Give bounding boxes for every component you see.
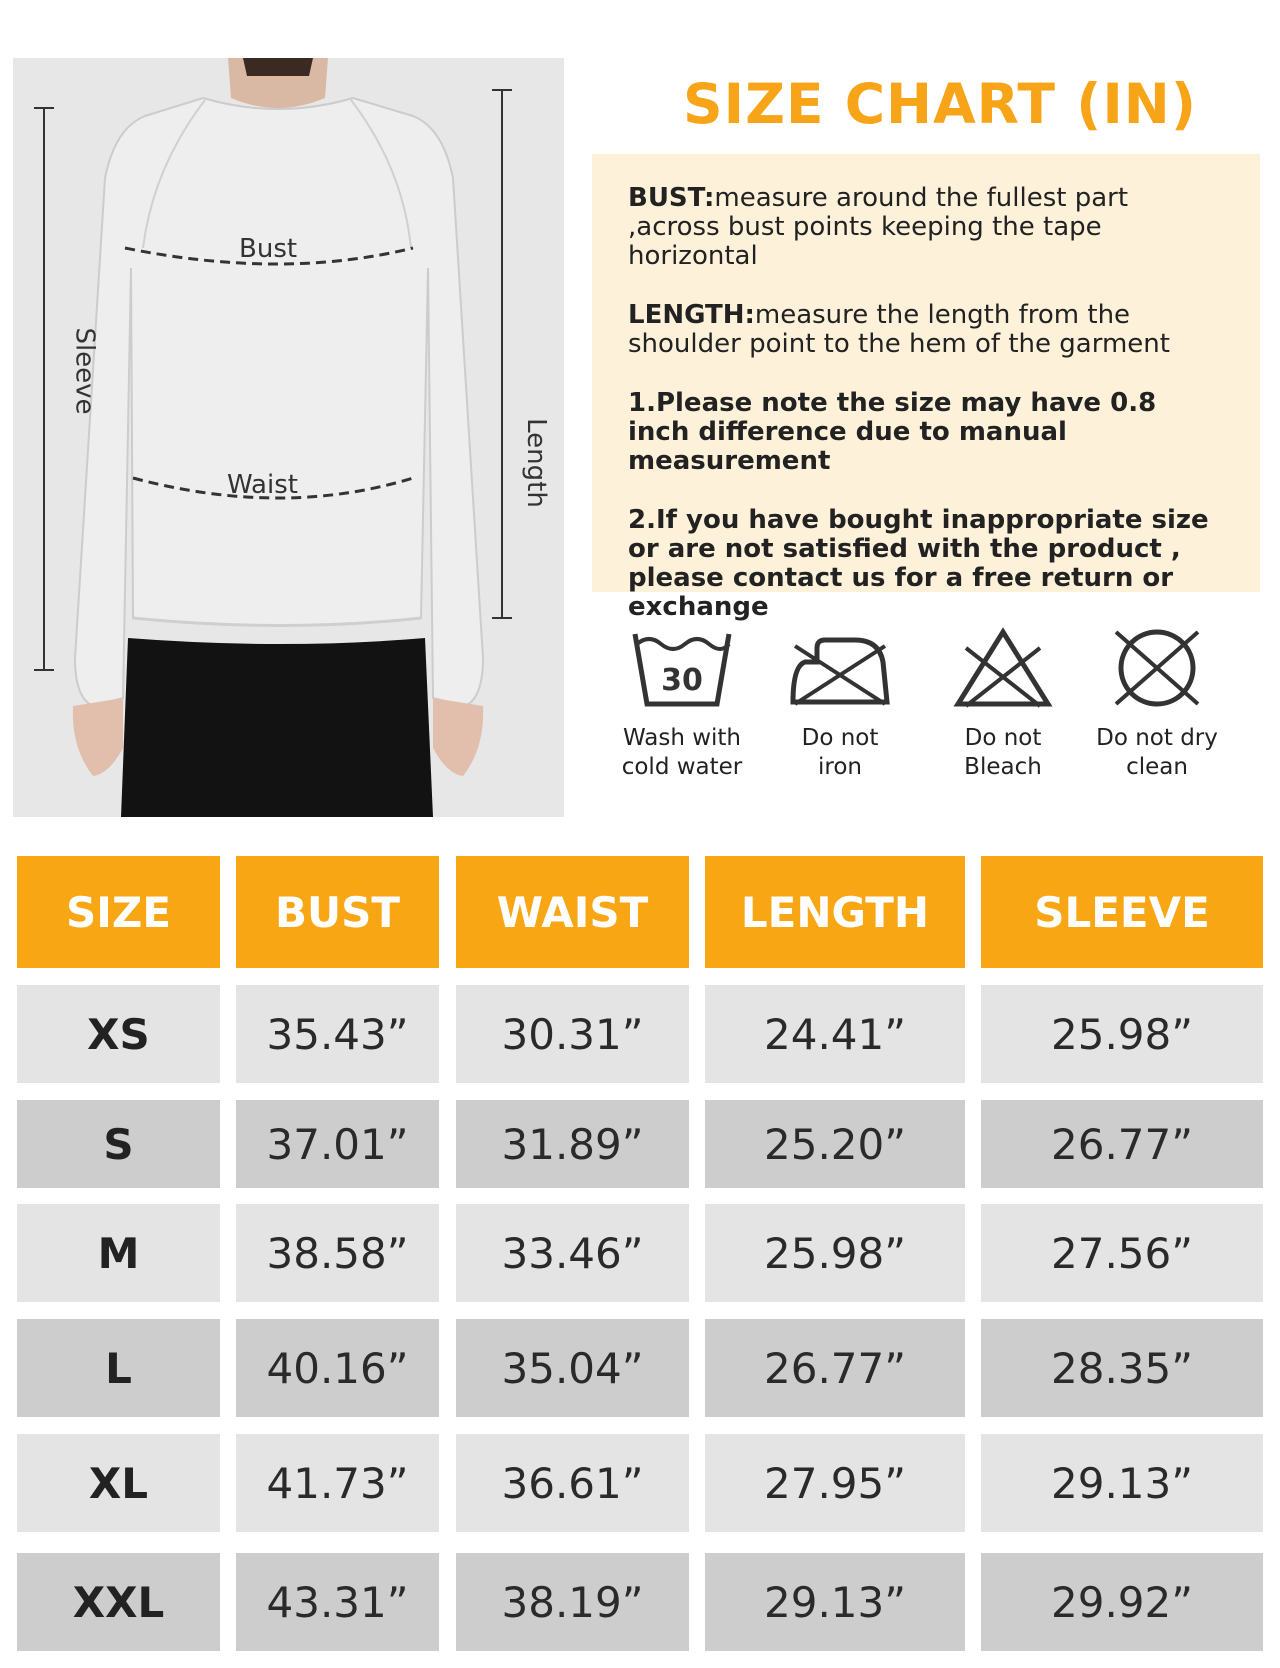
size-chart-title: SIZE CHART (IN) xyxy=(683,72,1197,136)
table-cell-sleeve: 27.56” xyxy=(981,1204,1263,1302)
length-label: Length xyxy=(520,418,551,508)
note-measurement: 1.Please note the size may have 0.8 inch difference due to manual measurement xyxy=(628,388,1157,476)
table-cell-bust: 37.01” xyxy=(236,1100,439,1188)
sleeve-label: Sleeve xyxy=(69,327,100,415)
length-instruction: LENGTH:measure the length from the shoulder point to the hem of the garment xyxy=(628,300,1170,359)
table-cell-length: 25.20” xyxy=(705,1100,965,1188)
table-cell-length: 24.41” xyxy=(705,985,965,1083)
care-iron-line2: iron xyxy=(818,754,862,780)
do-not-iron-icon xyxy=(785,626,895,710)
wash-temperature: 30 xyxy=(661,663,703,698)
header-length: LENGTH xyxy=(705,856,965,968)
bust-label: Bust xyxy=(239,234,298,264)
care-bleach xyxy=(928,626,1078,782)
header-sleeve: SLEEVE xyxy=(981,856,1263,968)
table-cell-length: 25.98” xyxy=(705,1204,965,1302)
table-cell-sleeve: 29.92” xyxy=(981,1553,1263,1651)
table-cell-waist: 33.46” xyxy=(456,1204,689,1302)
table-cell-waist: 35.04” xyxy=(456,1319,689,1417)
garment-figure xyxy=(13,58,564,817)
table-cell-bust: 41.73” xyxy=(236,1434,439,1532)
measurement-info-box xyxy=(592,154,1260,622)
care-wash-line1: Wash with xyxy=(622,725,742,751)
table-cell-sleeve: 25.98” xyxy=(981,985,1263,1083)
care-dry-clean-line1: Do not dry xyxy=(1096,725,1218,751)
care-iron-line1: Do not xyxy=(801,725,879,751)
do-not-bleach-icon xyxy=(948,626,1058,710)
care-bleach-line1: Do not xyxy=(964,725,1042,751)
header-bust: BUST xyxy=(236,856,439,968)
table-cell-size: XXL xyxy=(17,1553,220,1651)
table-cell-sleeve: 26.77” xyxy=(981,1100,1263,1188)
table-cell-length: 26.77” xyxy=(705,1319,965,1417)
table-cell-bust: 40.16” xyxy=(236,1319,439,1417)
table-cell-waist: 30.31” xyxy=(456,985,689,1083)
table-cell-waist: 31.89” xyxy=(456,1100,689,1188)
care-iron xyxy=(765,626,915,782)
table-cell-bust: 43.31” xyxy=(236,1553,439,1651)
header-waist: WAIST xyxy=(456,856,689,968)
care-dry-clean-line2: clean xyxy=(1126,754,1188,780)
table-cell-size: S xyxy=(17,1100,220,1188)
table-cell-sleeve: 29.13” xyxy=(981,1434,1263,1532)
do-not-dry-clean-icon xyxy=(1102,626,1212,710)
shirt-illustration xyxy=(13,58,564,817)
care-dry-clean xyxy=(1082,626,1232,782)
care-wash-line2: cold water xyxy=(621,754,743,780)
table-cell-size: L xyxy=(17,1319,220,1417)
note-return: 2.If you have bought inappropriate size or are not satisfied with the product , please contact us for a free return or exchange xyxy=(628,505,1209,622)
bust-instruction: BUST:measure around the fullest part ,across bust points keeping the tape horizontal xyxy=(628,183,1129,271)
wash-30-icon xyxy=(627,626,737,710)
table-cell-size: M xyxy=(17,1204,220,1302)
table-cell-sleeve: 28.35” xyxy=(981,1319,1263,1417)
table-cell-bust: 38.58” xyxy=(236,1204,439,1302)
care-bleach-line2: Bleach xyxy=(964,754,1042,780)
table-cell-waist: 38.19” xyxy=(456,1553,689,1651)
table-cell-size: XL xyxy=(17,1434,220,1532)
table-cell-bust: 35.43” xyxy=(236,985,439,1083)
waist-label: Waist xyxy=(227,470,298,500)
care-wash xyxy=(607,626,757,782)
header-size: SIZE xyxy=(17,856,220,968)
table-cell-waist: 36.61” xyxy=(456,1434,689,1532)
table-cell-size: XS xyxy=(17,985,220,1083)
table-cell-length: 29.13” xyxy=(705,1553,965,1651)
table-cell-length: 27.95” xyxy=(705,1434,965,1532)
